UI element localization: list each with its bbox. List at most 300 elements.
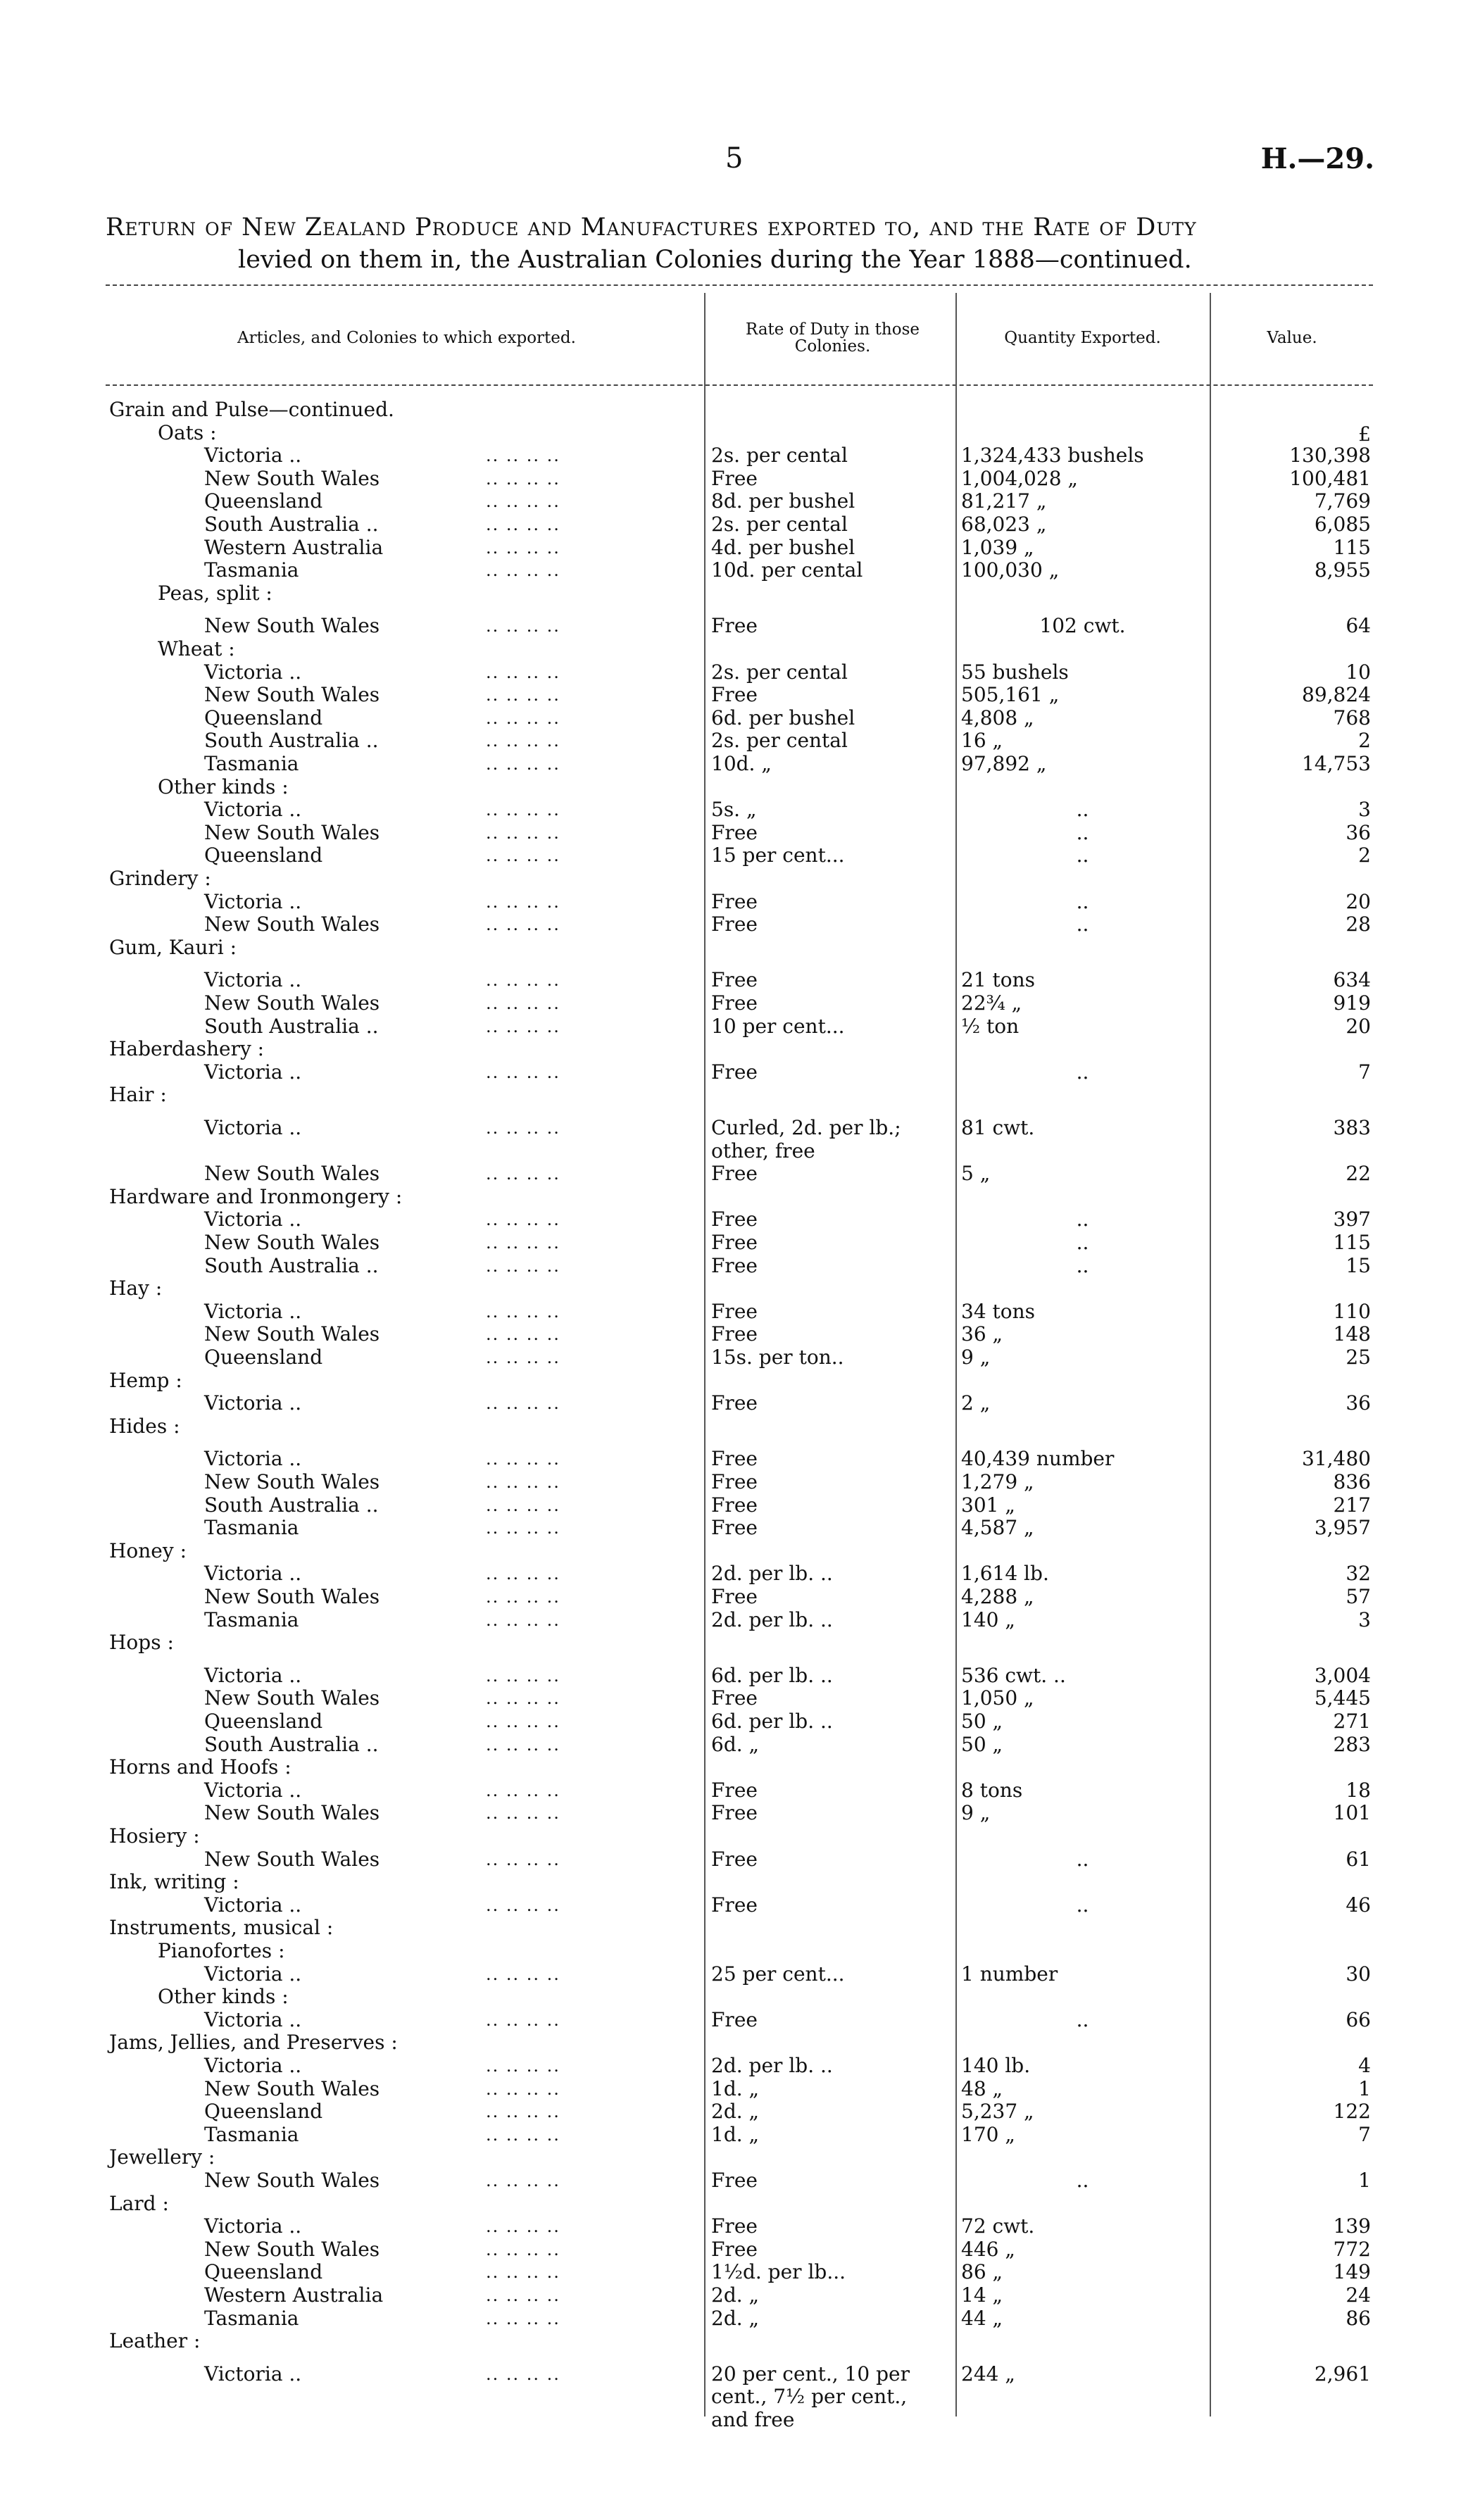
row-label: Jewellery : bbox=[109, 2145, 215, 2169]
row-value: 2 bbox=[1358, 844, 1371, 867]
table-row bbox=[0, 2238, 1480, 2262]
leader-dots: .. .. .. .. bbox=[486, 2010, 560, 2030]
table-row bbox=[0, 1801, 1480, 1825]
quantity-text: 14 „ bbox=[961, 2283, 1003, 2307]
row-rate bbox=[711, 1962, 954, 1986]
row-rate bbox=[711, 821, 954, 845]
row-rate bbox=[711, 2385, 954, 2409]
quantity-text: .. bbox=[1076, 821, 1089, 844]
quantity-text: 9 „ bbox=[961, 1801, 991, 1824]
rate-text: Free bbox=[711, 1493, 758, 1517]
quantity-text: 140 lb. bbox=[961, 2054, 1031, 2077]
leader-dots: .. .. .. .. bbox=[486, 1564, 560, 1584]
row-label: Lard : bbox=[109, 2192, 169, 2215]
rate-text: 2s. per cental bbox=[711, 729, 848, 752]
row-label: Victoria .. bbox=[204, 798, 302, 821]
table-row bbox=[0, 1608, 1480, 1632]
row-quantity bbox=[961, 2238, 1204, 2262]
row-value: 1 bbox=[1358, 2077, 1371, 2100]
row-label: New South Wales bbox=[204, 1585, 380, 1608]
row-label: Victoria .. bbox=[204, 2214, 302, 2238]
table-row bbox=[0, 1755, 1480, 1779]
row-rate bbox=[711, 1470, 954, 1494]
leader-dots: .. .. .. .. bbox=[486, 1256, 560, 1276]
rate-text: 4d. per bushel bbox=[711, 536, 855, 559]
rate-text: 20 per cent., 10 per bbox=[711, 2362, 910, 2386]
row-rate bbox=[711, 1322, 954, 1346]
rate-text: 15 per cent... bbox=[711, 844, 845, 867]
row-value: 283 bbox=[1333, 1733, 1371, 1756]
row-value: 36 bbox=[1346, 1391, 1371, 1415]
row-rate bbox=[711, 2362, 954, 2386]
table-row bbox=[0, 1037, 1480, 1061]
document-reference: H.—29. bbox=[1260, 142, 1374, 175]
row-rate bbox=[711, 1562, 954, 1586]
row-quantity bbox=[961, 467, 1204, 491]
table-row bbox=[0, 1369, 1480, 1393]
row-rate bbox=[711, 2100, 954, 2124]
quantity-text: 86 „ bbox=[961, 2260, 1003, 2283]
row-rate bbox=[711, 1664, 954, 1688]
table-row bbox=[0, 913, 1480, 936]
row-label: New South Wales bbox=[204, 1322, 380, 1346]
row-value: 7 bbox=[1358, 1060, 1371, 1084]
table-row bbox=[0, 614, 1480, 638]
row-label: New South Wales bbox=[204, 2169, 380, 2192]
row-label: Hair : bbox=[109, 1083, 167, 1106]
quantity-text: 81 cwt. bbox=[961, 1116, 1035, 1139]
row-rate bbox=[711, 1208, 954, 1231]
leader-dots: .. .. .. .. bbox=[486, 892, 560, 912]
leader-dots: .. .. .. .. bbox=[486, 1895, 560, 1915]
row-quantity bbox=[961, 1391, 1204, 1415]
row-label: South Australia .. bbox=[204, 513, 379, 536]
leader-dots: .. .. .. .. bbox=[486, 685, 560, 705]
quantity-text: 34 tons bbox=[961, 1300, 1036, 1323]
row-quantity bbox=[961, 1585, 1204, 1609]
row-quantity bbox=[961, 2100, 1204, 2124]
rate-text: 2d. „ bbox=[711, 2307, 760, 2330]
rate-text: 2d. per lb. .. bbox=[711, 2054, 833, 2077]
row-label: Honey : bbox=[109, 1539, 187, 1562]
table-row bbox=[0, 2077, 1480, 2101]
row-label: New South Wales bbox=[204, 1848, 380, 1871]
row-label: Wheat : bbox=[158, 637, 235, 660]
row-value: 3,004 bbox=[1314, 1664, 1371, 1687]
row-rate bbox=[711, 536, 954, 560]
quantity-text: ½ ton bbox=[961, 1015, 1020, 1038]
row-quantity bbox=[961, 2123, 1204, 2147]
row-label: Ink, writing : bbox=[109, 1870, 239, 1893]
leader-dots: .. .. .. .. bbox=[486, 915, 560, 934]
row-quantity bbox=[961, 2008, 1204, 2032]
table-row bbox=[0, 1939, 1480, 1963]
leader-dots: .. .. .. .. bbox=[486, 491, 560, 511]
quantity-text: 1,004,028 „ bbox=[961, 467, 1078, 490]
quantity-text: .. bbox=[1076, 890, 1089, 913]
rate-text: Free bbox=[711, 2214, 758, 2238]
row-quantity bbox=[961, 1060, 1204, 1084]
leader-dots: .. .. .. .. bbox=[486, 708, 560, 728]
rate-text: Free bbox=[711, 683, 758, 706]
row-value: 217 bbox=[1333, 1493, 1371, 1517]
table-row bbox=[0, 1300, 1480, 1324]
quantity-text: 50 „ bbox=[961, 1710, 1003, 1733]
table-row bbox=[0, 2008, 1480, 2032]
row-quantity bbox=[961, 614, 1204, 638]
row-label: Tasmania bbox=[204, 2123, 299, 2146]
row-value: 31,480 bbox=[1302, 1447, 1371, 1470]
row-value: 6,085 bbox=[1314, 513, 1371, 536]
leader-dots: .. .. .. .. bbox=[486, 970, 560, 990]
row-value: 100,481 bbox=[1289, 467, 1371, 490]
row-rate bbox=[711, 2054, 954, 2078]
row-label: Victoria .. bbox=[204, 2054, 302, 2077]
row-label: Leather : bbox=[109, 2329, 201, 2352]
table-row bbox=[0, 968, 1480, 992]
quantity-text: .. bbox=[1076, 1060, 1089, 1084]
quantity-text: .. bbox=[1076, 1848, 1089, 1871]
table-row bbox=[0, 1585, 1480, 1609]
rate-text: cent., 7½ per cent., bbox=[711, 2385, 908, 2408]
quantity-text: .. bbox=[1076, 844, 1089, 867]
row-label: Victoria .. bbox=[204, 1664, 302, 1687]
quantity-text: 170 „ bbox=[961, 2123, 1015, 2146]
row-value: 3 bbox=[1358, 798, 1371, 821]
row-value: 22 bbox=[1346, 1162, 1371, 1185]
leader-dots: .. .. .. .. bbox=[486, 1850, 560, 1869]
rate-text: 1½d. per lb... bbox=[711, 2260, 846, 2283]
table-row bbox=[0, 2408, 1480, 2432]
rate-text: 2s. per cental bbox=[711, 660, 848, 684]
row-quantity bbox=[961, 821, 1204, 845]
rate-text: 5s. „ bbox=[711, 798, 757, 821]
rate-text: Free bbox=[711, 1801, 758, 1824]
row-quantity bbox=[961, 991, 1204, 1015]
row-rate bbox=[711, 1300, 954, 1324]
row-value: 3,957 bbox=[1314, 1516, 1371, 1539]
row-quantity bbox=[961, 729, 1204, 753]
rate-text: 6d. per lb. .. bbox=[711, 1710, 833, 1733]
row-value: 8,955 bbox=[1314, 558, 1371, 582]
row-label: New South Wales bbox=[204, 1801, 380, 1824]
leader-dots: .. .. .. .. bbox=[486, 2262, 560, 2282]
row-rate bbox=[711, 1346, 954, 1369]
table-row bbox=[0, 2283, 1480, 2307]
row-label: Hides : bbox=[109, 1415, 180, 1438]
leader-dots: .. .. .. .. bbox=[486, 1164, 560, 1184]
leader-dots: .. .. .. .. bbox=[486, 823, 560, 843]
row-quantity bbox=[961, 536, 1204, 560]
table-row bbox=[0, 558, 1480, 582]
table-row bbox=[0, 513, 1480, 537]
row-label: Grindery : bbox=[109, 867, 211, 890]
leader-dots: .. .. .. .. bbox=[486, 1348, 560, 1367]
row-value: 3 bbox=[1358, 1608, 1371, 1631]
row-quantity bbox=[961, 1447, 1204, 1471]
leader-dots: .. .. .. .. bbox=[486, 538, 560, 558]
row-value: 46 bbox=[1346, 1893, 1371, 1917]
table-row bbox=[0, 2145, 1480, 2169]
row-label: Hardware and Ironmongery : bbox=[109, 1185, 403, 1208]
row-quantity bbox=[961, 1664, 1204, 1688]
quantity-text: .. bbox=[1076, 1208, 1089, 1231]
leader-dots: .. .. .. .. bbox=[486, 1233, 560, 1253]
row-label: Victoria .. bbox=[204, 2008, 302, 2031]
rate-text: 2d. per lb. .. bbox=[711, 1608, 833, 1631]
row-label: New South Wales bbox=[204, 1231, 380, 1254]
table-row bbox=[0, 1631, 1480, 1655]
row-label: Victoria .. bbox=[204, 890, 302, 913]
table-row bbox=[0, 1391, 1480, 1415]
row-label: Hosiery : bbox=[109, 1824, 200, 1848]
row-label: Queensland bbox=[204, 489, 323, 513]
rate-text: 2d. „ bbox=[711, 2283, 760, 2307]
quantity-text: 44 „ bbox=[961, 2307, 1003, 2330]
row-quantity bbox=[961, 660, 1204, 684]
row-quantity bbox=[961, 444, 1204, 468]
rate-text: Free bbox=[711, 1322, 758, 1346]
table-row bbox=[0, 936, 1480, 960]
leader-dots: .. .. .. .. bbox=[486, 663, 560, 682]
row-label: Victoria .. bbox=[204, 1447, 302, 1470]
table-row bbox=[0, 1083, 1480, 1107]
title-line-2: levied on them in, the Australian Colonies during the Year 1888—continued. bbox=[238, 246, 1192, 274]
row-quantity bbox=[961, 1686, 1204, 1710]
quantity-text: .. bbox=[1076, 1254, 1089, 1277]
rate-text: 2s. per cental bbox=[711, 444, 848, 467]
quantity-text: 1,279 „ bbox=[961, 1470, 1034, 1493]
row-label: Victoria .. bbox=[204, 2362, 302, 2386]
row-rate bbox=[711, 614, 954, 638]
table-row bbox=[0, 1139, 1480, 1163]
row-value: 110 bbox=[1333, 1300, 1371, 1323]
quantity-text: 1,324,433 bushels bbox=[961, 444, 1144, 467]
row-label: Pianofortes : bbox=[158, 1939, 285, 1962]
quantity-text: .. bbox=[1076, 913, 1089, 936]
table-row bbox=[0, 729, 1480, 753]
leader-dots: .. .. .. .. bbox=[486, 2286, 560, 2305]
row-value: 2 bbox=[1358, 729, 1371, 752]
row-label: Tasmania bbox=[204, 2307, 299, 2330]
row-value: 28 bbox=[1346, 913, 1371, 936]
leader-dots: .. .. .. .. bbox=[486, 2240, 560, 2259]
quantity-text: 1,039 „ bbox=[961, 536, 1034, 559]
rate-text: 6d. per lb. .. bbox=[711, 1664, 833, 1687]
row-label: Hay : bbox=[109, 1277, 163, 1300]
rate-text: 10d. per cental bbox=[711, 558, 863, 582]
row-quantity bbox=[961, 2169, 1204, 2193]
row-quantity bbox=[961, 2307, 1204, 2331]
leader-dots: .. .. .. .. bbox=[486, 2056, 560, 2076]
leader-dots: .. .. .. .. bbox=[486, 1393, 560, 1413]
row-rate bbox=[711, 444, 954, 468]
quantity-text: .. bbox=[1076, 798, 1089, 821]
row-quantity bbox=[961, 752, 1204, 776]
rate-text: Free bbox=[711, 1231, 758, 1254]
row-value: 61 bbox=[1346, 1848, 1371, 1871]
quantity-text: 1,050 „ bbox=[961, 1686, 1034, 1710]
row-value: 7,769 bbox=[1314, 489, 1371, 513]
row-value: 148 bbox=[1333, 1322, 1371, 1346]
row-rate bbox=[711, 706, 954, 730]
row-quantity bbox=[961, 1116, 1204, 1140]
leader-dots: .. .. .. .. bbox=[486, 2364, 560, 2384]
rate-text: 10d. „ bbox=[711, 752, 772, 775]
leader-dots: .. .. .. .. bbox=[486, 2309, 560, 2328]
leader-dots: .. .. .. .. bbox=[486, 1803, 560, 1823]
row-label: Queensland bbox=[204, 706, 323, 729]
rate-text: 15s. per ton.. bbox=[711, 1346, 844, 1369]
row-label: Tasmania bbox=[204, 558, 299, 582]
row-value: 919 bbox=[1333, 991, 1371, 1015]
table-row bbox=[0, 1664, 1480, 1688]
row-rate bbox=[711, 2214, 954, 2238]
row-rate bbox=[711, 2123, 954, 2147]
row-rate bbox=[711, 683, 954, 707]
quantity-text: 1,614 lb. bbox=[961, 1562, 1049, 1585]
row-rate bbox=[711, 1139, 954, 1163]
row-value: 115 bbox=[1333, 536, 1371, 559]
row-label: South Australia .. bbox=[204, 1015, 379, 1038]
row-label: Victoria .. bbox=[204, 1060, 302, 1084]
table-row bbox=[0, 1824, 1480, 1848]
row-label: New South Wales bbox=[204, 821, 380, 844]
row-quantity bbox=[961, 890, 1204, 914]
table-row bbox=[0, 1870, 1480, 1894]
table-row bbox=[0, 867, 1480, 891]
leader-dots: .. .. .. .. bbox=[486, 560, 560, 580]
rate-text: Free bbox=[711, 1447, 758, 1470]
row-value: 18 bbox=[1346, 1779, 1371, 1802]
row-rate bbox=[711, 467, 954, 491]
table-row bbox=[0, 991, 1480, 1015]
rate-text: 10 per cent... bbox=[711, 1015, 845, 1038]
row-label: Victoria .. bbox=[204, 1562, 302, 1585]
row-rate bbox=[711, 2260, 954, 2284]
rate-text: Free bbox=[711, 1470, 758, 1493]
leader-dots: .. .. .. .. bbox=[486, 1449, 560, 1469]
quantity-text: .. bbox=[1076, 2169, 1089, 2192]
leader-dots: .. .. .. .. bbox=[486, 616, 560, 636]
row-rate bbox=[711, 660, 954, 684]
row-label: South Australia .. bbox=[204, 1493, 379, 1517]
table-row bbox=[0, 1470, 1480, 1494]
row-value: 1 bbox=[1358, 2169, 1371, 2192]
table-row bbox=[0, 1493, 1480, 1517]
table-row bbox=[0, 1346, 1480, 1369]
rate-text: Free bbox=[711, 1162, 758, 1185]
row-rate bbox=[711, 2307, 954, 2331]
row-value: 25 bbox=[1346, 1346, 1371, 1369]
rate-text: Free bbox=[711, 1391, 758, 1415]
table-row bbox=[0, 1916, 1480, 1940]
row-rate bbox=[711, 489, 954, 513]
row-label: Queensland bbox=[204, 1710, 323, 1733]
quantity-text: 97,892 „ bbox=[961, 752, 1047, 775]
quantity-text: 22¾ „ bbox=[961, 991, 1022, 1015]
table-row bbox=[0, 1116, 1480, 1140]
row-quantity bbox=[961, 844, 1204, 867]
row-label: Jams, Jellies, and Preserves : bbox=[109, 2031, 398, 2054]
row-rate bbox=[711, 2077, 954, 2101]
quantity-text: 1 number bbox=[961, 1962, 1058, 1986]
row-value: 30 bbox=[1346, 1962, 1371, 1986]
leader-dots: .. .. .. .. bbox=[486, 1017, 560, 1036]
row-value: 122 bbox=[1333, 2100, 1371, 2123]
quantity-text: 5 „ bbox=[961, 1162, 991, 1185]
row-rate bbox=[711, 1686, 954, 1710]
row-value: 10 bbox=[1346, 660, 1371, 684]
row-rate bbox=[711, 1493, 954, 1517]
row-quantity bbox=[961, 1848, 1204, 1872]
row-label: Tasmania bbox=[204, 1608, 299, 1631]
table-row bbox=[0, 1277, 1480, 1300]
leader-dots: .. .. .. .. bbox=[486, 1587, 560, 1607]
currency-symbol: £ bbox=[1358, 422, 1371, 446]
row-rate bbox=[711, 1516, 954, 1540]
row-rate bbox=[711, 1116, 954, 1140]
row-rate bbox=[711, 1801, 954, 1825]
quantity-text: 4,587 „ bbox=[961, 1516, 1034, 1539]
row-value: 397 bbox=[1333, 1208, 1371, 1231]
row-label: Victoria .. bbox=[204, 1300, 302, 1323]
quantity-text: 55 bushels bbox=[961, 660, 1069, 684]
table-row bbox=[0, 467, 1480, 491]
row-rate bbox=[711, 558, 954, 582]
rate-text: 8d. per bushel bbox=[711, 489, 855, 513]
row-value: 139 bbox=[1333, 2214, 1371, 2238]
table-row bbox=[0, 637, 1480, 661]
row-label: South Australia .. bbox=[204, 729, 379, 752]
row-quantity bbox=[961, 1733, 1204, 1757]
row-value: 64 bbox=[1346, 614, 1371, 637]
row-quantity bbox=[961, 558, 1204, 582]
row-value: 20 bbox=[1346, 890, 1371, 913]
row-rate bbox=[711, 1162, 954, 1186]
row-rate bbox=[711, 991, 954, 1015]
rate-text: 1d. „ bbox=[711, 2077, 760, 2100]
row-quantity bbox=[961, 1893, 1204, 1917]
rate-text: Free bbox=[711, 2238, 758, 2261]
row-label: Queensland bbox=[204, 1346, 323, 1369]
row-value: 7 bbox=[1358, 2123, 1371, 2146]
row-value: 14,753 bbox=[1302, 752, 1371, 775]
table-row bbox=[0, 660, 1480, 684]
currency-row bbox=[0, 422, 1480, 446]
table-row bbox=[0, 1015, 1480, 1039]
row-quantity bbox=[961, 1322, 1204, 1346]
row-label: New South Wales bbox=[204, 1162, 380, 1185]
leader-dots: .. .. .. .. bbox=[486, 1610, 560, 1630]
row-label: Victoria .. bbox=[204, 968, 302, 991]
leader-dots: .. .. .. .. bbox=[486, 515, 560, 534]
table-row bbox=[0, 706, 1480, 730]
row-label: Western Australia bbox=[204, 536, 384, 559]
quantity-text: 16 „ bbox=[961, 729, 1003, 752]
row-value: 15 bbox=[1346, 1254, 1371, 1277]
row-label: Other kinds : bbox=[158, 775, 289, 798]
row-quantity bbox=[961, 1015, 1204, 1039]
row-quantity bbox=[961, 1562, 1204, 1586]
leader-dots: .. .. .. .. bbox=[486, 2102, 560, 2121]
quantity-text: 50 „ bbox=[961, 1733, 1003, 1756]
row-label: New South Wales bbox=[204, 2077, 380, 2100]
row-value: 86 bbox=[1346, 2307, 1371, 2330]
quantity-text: .. bbox=[1076, 1231, 1089, 1254]
leader-dots: .. .. .. .. bbox=[486, 800, 560, 820]
row-label: Victoria .. bbox=[204, 1893, 302, 1917]
